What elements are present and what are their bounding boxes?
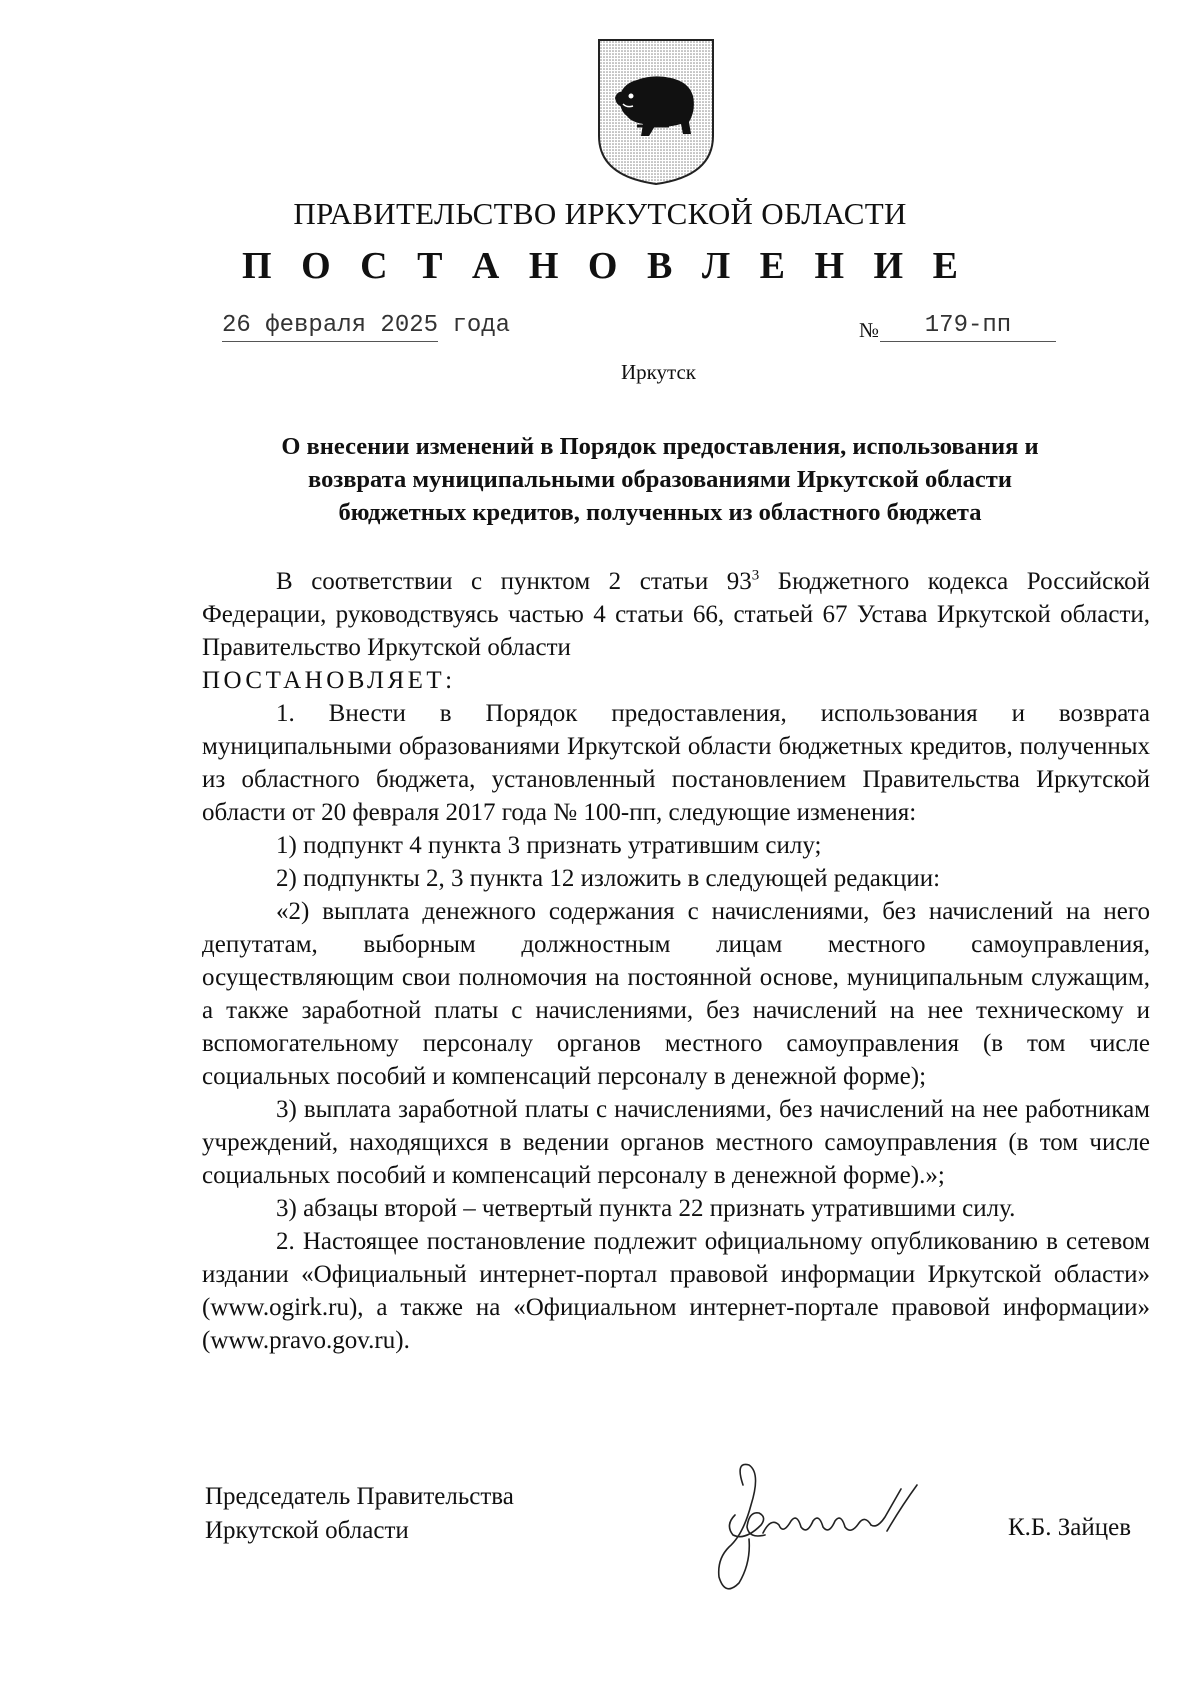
resolves-heading: ПОСТАНОВЛЯЕТ: [202,667,456,694]
quoted-item-3: 3) выплата заработной платы с начислениями, без начислений на нее работникам учреждений, находящихся в ведении органов местного самоуправления (в том числе социальных пособий и компенсаций персоналу в денежной форме).»; [202,1096,1150,1189]
position-line: Иркутской области [205,1517,409,1544]
document-date [222,312,510,339]
preamble-text: Бюджетного кодекса Российской Федерации, руководствуясь частью 4 статьи 66, статьей 67 Устава Иркутской области, Правительство Иркутской области [202,568,1151,661]
city-name: Иркутск [620,360,697,384]
date-suffix: года [438,312,511,339]
preamble-text: В соответствии с пунктом 2 статьи 93 [276,568,752,595]
number-sign: № [859,318,880,342]
document-type-title: П О С Т А Н О В Л Е Н И Е [242,245,968,287]
preamble-paragraph [202,565,1150,664]
position-line: Председатель Правительства [205,1483,514,1510]
subject-line: бюджетных кредитов, полученных из областного бюджета [338,499,982,526]
coat-of-arms-emblem [597,38,715,186]
date-value: 26 февраля 2025 [222,312,438,342]
subparagraph-1-1: 1) подпункт 4 пункта 3 признать утратившим силу; [276,832,822,859]
document-number: 179-пп [880,312,1056,342]
signatory-name: К.Б. Зайцев [1008,1514,1132,1541]
subparagraph-1-3: 3) абзацы второй – четвертый пункта 22 признать утратившими силу. [276,1195,1016,1222]
paragraph-1: 1. Внести в Порядок предоставления, использования и возврата муниципальными образованиями Иркутской области бюджетных кредитов, полученных из областного бюджета, установленный постановлением Правительства Иркутской области от 20 февраля 2017 года № 100-пп, следующие изменения: [202,700,1150,826]
subparagraph-1-2: 2) подпункты 2, 3 пункта 12 изложить в следующей редакции: [276,865,941,892]
government-title: ПРАВИТЕЛЬСТВО ИРКУТСКОЙ ОБЛАСТИ [293,196,907,231]
document-subject [210,430,1110,529]
superscript: 3 [751,567,760,584]
handwritten-signature [705,1455,940,1600]
subject-line: О внесении изменений в Порядок предоставления, использования и [281,433,1039,460]
signatory-position [205,1480,514,1548]
document-body [202,565,1150,1357]
subject-line: возврата муниципальными образованиями Иркутской области [308,466,1012,493]
paragraph-2: 2. Настоящее постановление подлежит официальному опубликованию в сетевом издании «Официальный интернет-портал правовой информации Иркутской области» (www.ogirk.ru), а также на «Официальном интернет-портале правовой информации» (www.pravo.gov.ru). [202,1228,1150,1354]
quoted-item-2: «2) выплата денежного содержания с начислениями, без начислений на него депутатам, выборным должностным лицам местного самоуправления, осуществляющим свои полномочия на постоянной основе, муниципальным служащим, а также заработной платы с начислениями, без начислений на нее техническому и вспомогательному персоналу органов местного самоуправления (в том числе социальных пособий и компенсаций персоналу в денежной форме); [202,898,1150,1090]
